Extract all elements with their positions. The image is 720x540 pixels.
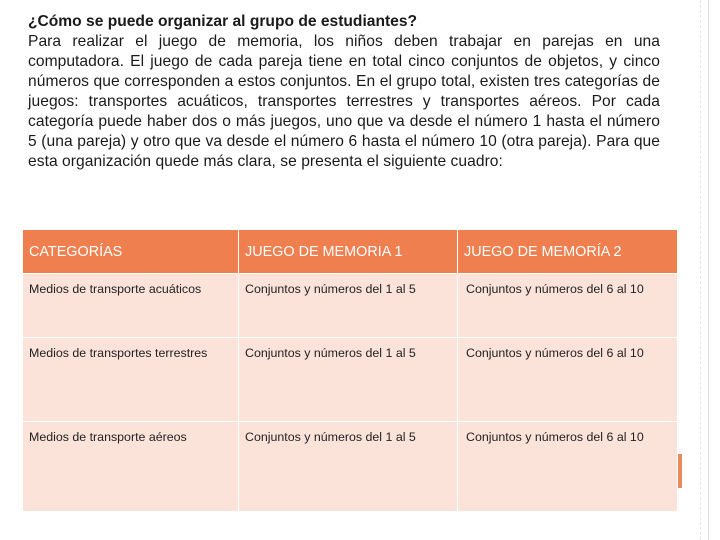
intro-paragraph: Para realizar el juego de memoria, los niños deben trabajar en parejas en una computadora. El juego de cada pareja tiene en total cinco conjuntos de objetos, y cinco números que corresponden a estos conjuntos. En el grupo total, existen tres categorías de juegos: transportes acuáticos, transportes terrestres y transportes aéreos. Por cada categoría puede haber dos o más juegos, uno que va desde el número 1 hasta el número 5 (una pareja) y otro que va desde el número 6 hasta el número 10 (otra pareja). Para que esta organización quede más clara, se presenta el siguiente cuadro: xyxy=(28,33,660,170)
game-2-cell: Conjuntos y números del 6 al 10 xyxy=(458,338,678,422)
header-juego-memoria-2: JUEGO DE MEMORÍA 2 xyxy=(458,230,678,274)
table-row xyxy=(23,338,678,422)
game-1-cell: Conjuntos y números del 1 al 5 xyxy=(239,422,458,512)
game-1-cell: Conjuntos y números del 1 al 5 xyxy=(239,274,458,338)
table-row xyxy=(23,422,678,512)
question-heading: ¿Cómo se puede organizar al grupo de estudiantes? xyxy=(28,13,418,30)
intro-text-block xyxy=(28,12,660,172)
categories-table xyxy=(22,229,678,512)
table-row xyxy=(23,274,678,338)
page-frame-inner-line xyxy=(700,0,701,540)
game-1-cell: Conjuntos y números del 1 al 5 xyxy=(239,338,458,422)
game-2-cell: Conjuntos y números del 6 al 10 xyxy=(458,274,678,338)
category-cell: Medios de transporte aéreos xyxy=(23,422,239,512)
category-cell: Medios de transporte acuáticos xyxy=(23,274,239,338)
table-header-row xyxy=(23,230,678,274)
category-cell: Medios de transportes terrestres xyxy=(23,338,239,422)
page-frame-outer-line xyxy=(708,0,709,540)
game-2-cell: Conjuntos y números del 6 al 10 xyxy=(458,422,678,512)
header-categorias: CATEGORÍAS xyxy=(23,230,239,274)
header-juego-memoria-1: JUEGO DE MEMORIA 1 xyxy=(239,230,458,274)
